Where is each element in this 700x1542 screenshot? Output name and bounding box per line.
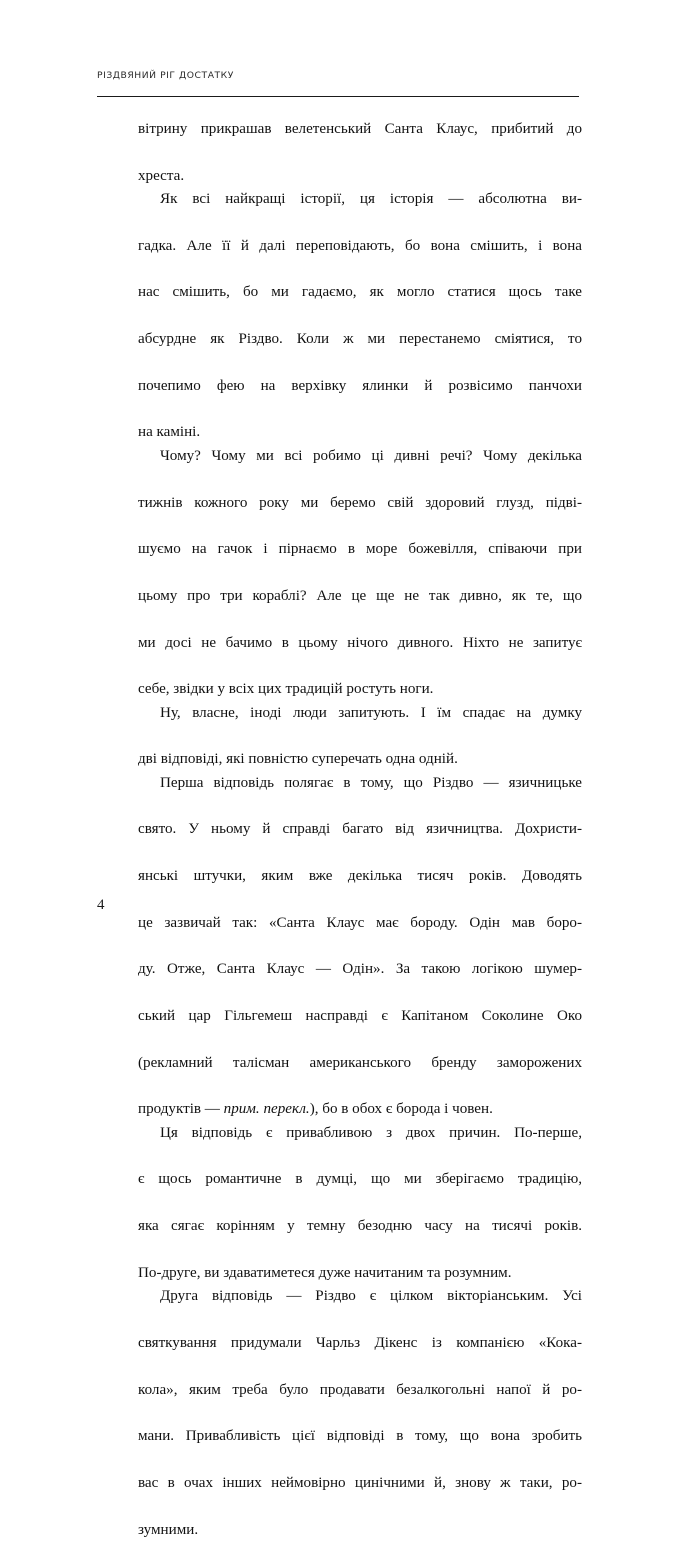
page-number: 4 [97, 897, 105, 913]
text-line: це зазвичай так: «Санта Клаус має бороду. Одін мав боро- [138, 914, 582, 931]
paragraph [138, 118, 582, 188]
text-line: шуємо на гачок і пірнаємо в море божевілля, співаючи при [138, 541, 582, 558]
text-line: ду. Отже, Санта Клаус — Одін». За такою логікою шумер- [138, 961, 582, 978]
paragraph [138, 445, 582, 702]
text-line: янські штучки, яким вже декілька тисяч років. Доводять [138, 868, 582, 884]
text-line: цьому про три кораблі? Але це ще не так дивно, як те, що [138, 587, 582, 604]
text-line: (рекламний талісман американського бренду заморожених [138, 1054, 582, 1071]
text-line: на каміні. [138, 424, 201, 441]
text-line: продуктів — прим. перекл.), бо в обох є борода і човен. [138, 1101, 493, 1118]
translator-note-italic: прим. перекл. [223, 1101, 310, 1118]
header-rule [97, 96, 579, 97]
text-line: Як всі найкращі історії, ця історія — абсолютна ви- [160, 191, 582, 208]
text-line: Ну, власне, іноді люди запитують. І їм спадає на думку [160, 704, 582, 721]
text-line: дві відповіді, які повністю суперечать одна одній. [138, 751, 458, 768]
text-line: ми досі не бачимо в цьому нічого дивного. Ніхто не запитує [138, 634, 582, 651]
text-line: мани. Привабливість цієї відповіді в тому, що вона зробить [138, 1428, 582, 1445]
text-line: Ця відповідь є привабливою з двох причин. По-перше, [160, 1124, 582, 1141]
paragraph [138, 188, 582, 445]
text-line: почепимо фею на верхівку ялинки й розвісимо панчохи [138, 377, 582, 394]
text-line: Друга відповідь — Різдво є цілком вікторіанським. Усі [160, 1288, 582, 1305]
text-line: святкування придумали Чарльз Дікенс із компанією «Кока- [138, 1334, 582, 1351]
text-line: вітрину прикрашав велетенський Санта Клаус, прибитий до [138, 121, 582, 137]
text-line: кола», яким треба було продавати безалкогольні напої й ро- [138, 1381, 582, 1398]
text-line: хреста. [138, 167, 185, 184]
paragraph [138, 1122, 582, 1285]
paragraph [138, 772, 582, 1122]
text-line: є щось романтичне в думці, що ми зберігаємо традицію, [138, 1171, 582, 1188]
text-line: вас в очах інших неймовірно цинічними й, знову ж таки, ро- [138, 1474, 582, 1491]
text-line: Чому? Чому ми всі робимо ці дивні речі? Чому декілька [160, 447, 582, 464]
text-line: свято. У ньому й справді багато від язичництва. Дохристи- [138, 821, 582, 838]
text-line: ський цар Гільгемеш насправді є Капітаном Соколине Око [138, 1008, 582, 1025]
text-line: себе, звідки у всіх цих традицій ростуть ноги. [138, 681, 434, 698]
text-line: яка сягає корінням у темну безодню часу на тисячі років. [138, 1218, 582, 1235]
text-line: абсурдне як Різдво. Коли ж ми перестанемо сміятися, то [138, 331, 582, 348]
text-line: тижнів кожного року ми беремо свій здоровий глузд, підві- [138, 494, 582, 511]
text-line: Перша відповідь полягає в тому, що Різдво — язичницьке [160, 774, 582, 791]
text-line: зумними. [138, 1521, 199, 1538]
paragraph [138, 1285, 582, 1542]
text-line: гадка. Але її й далі переповідають, бо вона смішить, і вона [138, 237, 582, 254]
text-line: По-друге, ви здаватиметеся дуже начитаним та розумним. [138, 1264, 512, 1281]
paragraph [138, 702, 582, 772]
body-text [138, 118, 582, 1542]
running-head: РІЗДВЯНИЙ РІГ ДОСТАТКУ [97, 70, 234, 81]
text-line: нас смішить, бо ми гадаємо, як могло статися щось таке [138, 284, 582, 301]
